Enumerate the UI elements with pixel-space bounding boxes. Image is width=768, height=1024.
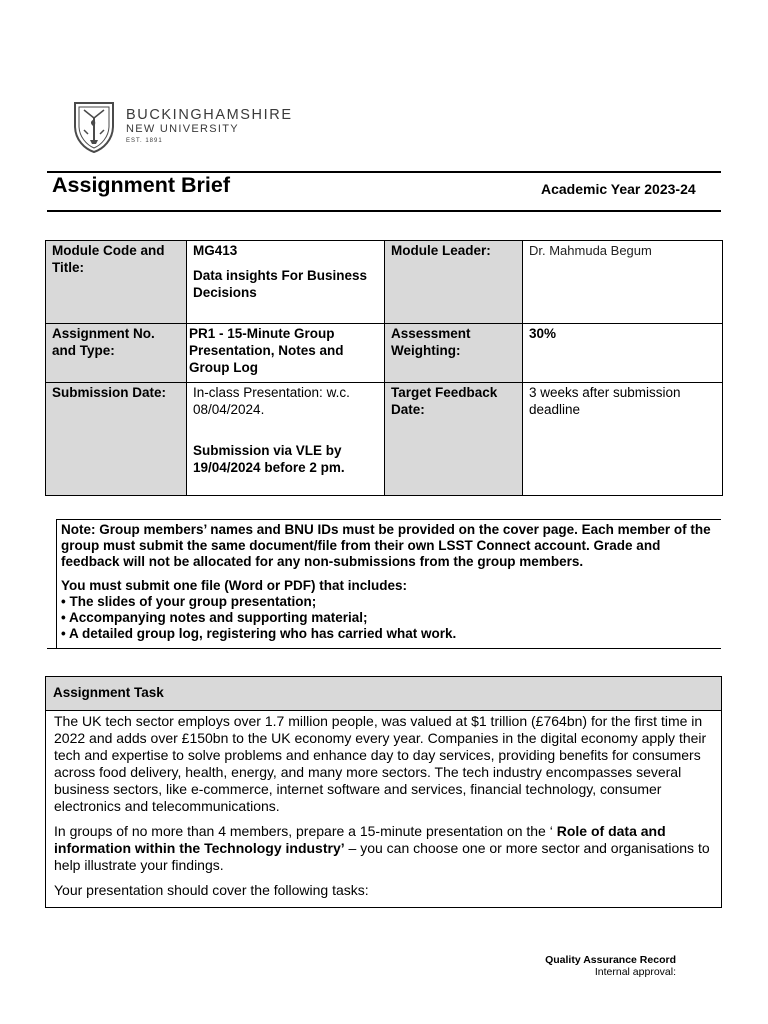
page-title: Assignment Brief [52,173,231,197]
table-row [46,241,723,324]
task-paragraph-2 [54,823,713,874]
assignment-info-table [45,240,723,496]
logo-established: EST. 1891 [126,138,163,144]
task-body [46,711,721,899]
assignment-no: PR1 - 15-Minute Group Presentation, Notes and Group Log [187,324,385,383]
module-leader: Dr. Mahmuda Begum [523,241,723,324]
university-logo [72,100,292,156]
task-paragraph-2-end: – you can choose one or more sector and organisations to help illustrate your findings. [54,840,710,873]
note-list [61,594,721,642]
note-paragraph: Note: Group members’ names and BNU IDs must be provided on the cover page. Each member of the group must submit the same document/file from their own LSST Connect account. Grade and feedback will not be allocated for any non-submissions from the group members. [61,522,711,569]
header-bottom-rule [47,210,721,212]
module-title: Data insights For Business Decisions [193,268,368,300]
submission-vle: Submission via VLE by 19/04/2024 before 2 pm. [193,443,345,475]
academic-year: Academic Year 2023-24 [541,181,696,197]
internal-approval: Internal approval: [594,966,676,978]
module-code-label: Module Code and Title: [46,241,187,324]
submission-date-cell [187,383,385,496]
module-leader-label: Module Leader: [385,241,523,324]
assignment-no-label: Assignment No. and Type: [46,324,187,383]
quality-assurance-record: Quality Assurance Record [545,954,676,966]
note-intro: You must submit one file (Word or PDF) that includes: [61,578,408,593]
module-code-cell [187,241,385,324]
list-item: • Accompanying notes and supporting material; [61,610,368,625]
task-heading: Assignment Task [46,677,721,711]
submission-note [56,519,721,649]
table-row [46,324,723,383]
submission-date-label: Submission Date: [46,383,187,496]
assignment-task-box [45,676,722,908]
task-paragraph-2-start: In groups of no more than 4 members, prepare a 15-minute presentation on the ‘ [54,823,553,839]
list-item: • The slides of your group presentation; [61,594,317,609]
table-row [46,383,723,496]
task-paragraph-1: The UK tech sector employs over 1.7 million people, was valued at $1 trillion (£764bn) for the first time in 2022 and adds over £150bn to the UK economy every year. Companies in the digital economy apply their tech and expertise to solve problems and enhance day to day services, providing benefits for consumers across food delivery, health, energy, and many more sectors. The tech industry encompasses several business sectors, like e-commerce, internet software and services, financial technology, consumer electronics and telecommunications. [54,713,707,814]
list-item: • A detailed group log, registering who has carried what work. [61,626,457,641]
module-code: MG413 [193,243,238,258]
feedback-date-label: Target Feedback Date: [385,383,523,496]
note-bottom-rule [47,648,721,649]
task-topic: Role of data and information within the Technology industry’ [54,823,666,856]
weighting-value: 30% [523,324,723,383]
logo-name-line2: NEW UNIVERSITY [126,123,239,135]
university-crest-icon [72,100,116,154]
task-paragraph-3: Your presentation should cover the following tasks: [54,882,369,898]
submission-presentation: In-class Presentation: w.c. 08/04/2024. [193,385,350,417]
feedback-date: 3 weeks after submission deadline [523,383,723,496]
weighting-label: Assessment Weighting: [385,324,523,383]
logo-name-line1: BUCKINGHAMSHIRE [126,107,293,123]
